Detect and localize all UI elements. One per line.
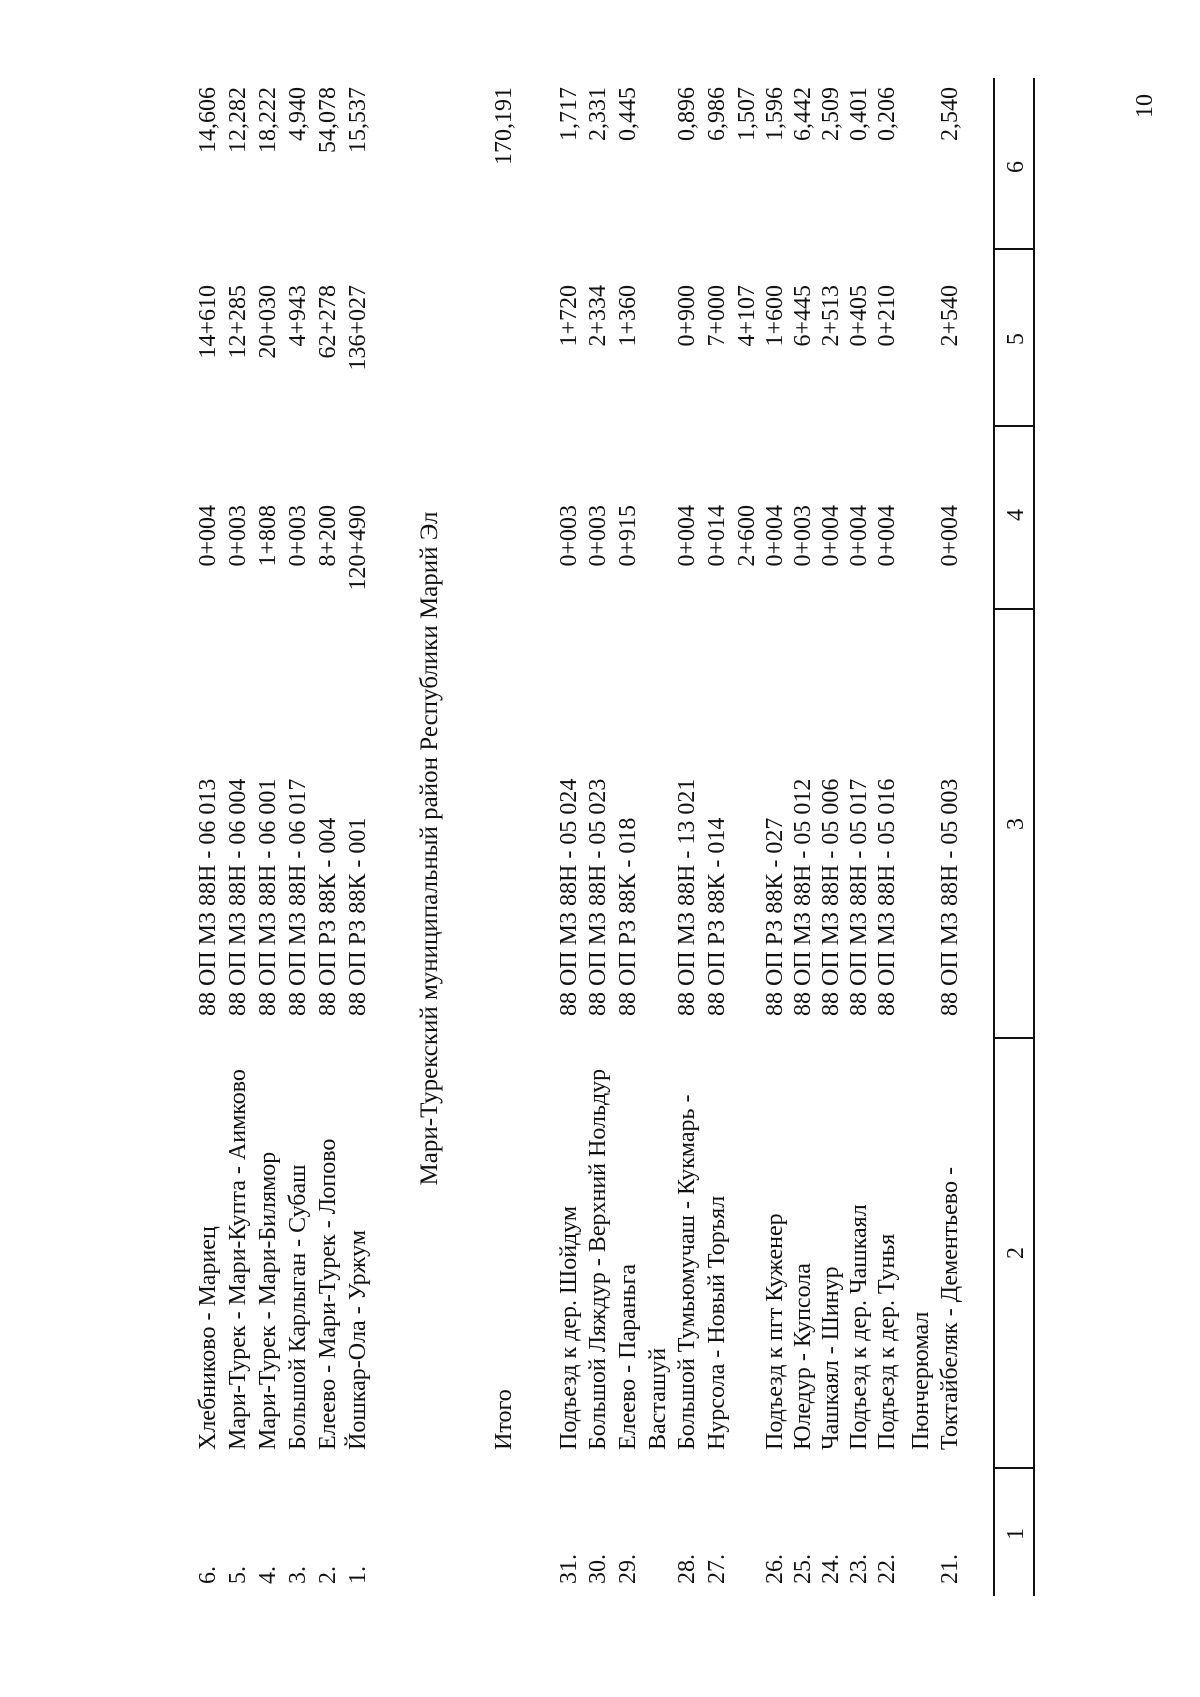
- table-row: [193, 0, 223, 1697]
- road-name: Большой Ляждур - Верхний Нольдур: [585, 1068, 611, 1450]
- row-number: 30.: [585, 1554, 611, 1584]
- road-code: 88 ОП РЗ 88К - 014: [704, 817, 730, 1016]
- start-km: 0+004: [195, 505, 221, 567]
- district-heading: Мари-Турекский муниципальный район Республики Марий Эл: [416, 511, 443, 1186]
- end-km: 2+513: [818, 285, 844, 347]
- end-km: 1+600: [762, 285, 788, 347]
- page-number: 10: [1132, 94, 1158, 118]
- length-km: 15,537: [345, 87, 371, 153]
- start-km: 0+003: [285, 505, 311, 567]
- end-km: 0+405: [846, 285, 872, 347]
- column-number-3: 3: [1003, 818, 1029, 830]
- column-number-1: 1: [1003, 1528, 1029, 1540]
- total-row: [489, 0, 519, 1697]
- road-name: Нурсола - Новый Торъял: [704, 1195, 730, 1450]
- start-km: 0+003: [556, 505, 582, 567]
- road-name: Большой Карлыган - Субаш: [285, 1164, 311, 1450]
- end-km: 2+540: [937, 285, 963, 347]
- table-row: [935, 0, 965, 1697]
- start-km: 0+004: [846, 505, 872, 567]
- table-row: [672, 0, 702, 1697]
- length-km: 1,507: [734, 87, 760, 141]
- end-km: 1+360: [615, 285, 641, 347]
- row-number: 1.: [345, 1566, 371, 1584]
- row-number: 5.: [225, 1566, 251, 1584]
- table-row: [702, 0, 732, 1697]
- table-row: [872, 0, 902, 1697]
- end-km: 2+334: [585, 285, 611, 347]
- road-code: 88 ОП РЗ 88К - 004: [315, 817, 341, 1016]
- end-km: 7+000: [704, 285, 730, 347]
- row-number: 26.: [762, 1554, 788, 1584]
- column-number-6: 6: [1003, 161, 1029, 173]
- road-code: 88 ОП МЗ 88Н - 13 021: [674, 778, 700, 1016]
- length-km: 6,442: [790, 87, 816, 141]
- road-name: Йошкар-Ола - Уржум: [345, 1229, 371, 1450]
- length-km: 14,606: [195, 87, 221, 153]
- row-number: 6.: [195, 1566, 221, 1584]
- length-km: 12,282: [225, 87, 251, 153]
- column-number-5: 5: [1003, 333, 1029, 345]
- row-number: 2.: [315, 1566, 341, 1584]
- road-name: Подъезд к дер. Тунья: [874, 1233, 900, 1450]
- road-code: 88 ОП МЗ 88Н - 05 024: [556, 778, 582, 1016]
- start-km: 0+004: [674, 505, 700, 567]
- table-row: [554, 0, 584, 1697]
- road-code: 88 ОП МЗ 88Н - 05 006: [818, 778, 844, 1016]
- length-km: 4,940: [285, 87, 311, 141]
- row-number: 21.: [937, 1554, 963, 1584]
- length-km: 1,717: [556, 87, 582, 141]
- end-km: 12+285: [225, 285, 251, 359]
- start-km: 0+003: [585, 505, 611, 567]
- start-km: 8+200: [315, 505, 341, 567]
- start-km: 0+003: [225, 505, 251, 567]
- length-km: 0,401: [846, 87, 872, 141]
- end-km: 136+027: [345, 285, 371, 371]
- table-row: [788, 0, 818, 1697]
- table-row: [283, 0, 313, 1697]
- row-number: 22.: [874, 1554, 900, 1584]
- table-row: [613, 0, 643, 1697]
- length-km: 2,331: [585, 87, 611, 141]
- table-header-rule: [993, 78, 995, 1596]
- table-row: [844, 0, 874, 1697]
- road-name: Подъезд к дер. Шойдум: [556, 1205, 582, 1450]
- end-km: 14+610: [195, 285, 221, 359]
- road-name: Мари-Турек - Мари-Купта - Аимково: [225, 1069, 251, 1450]
- road-code: 88 ОП РЗ 88К - 018: [615, 817, 641, 1016]
- column-number-2: 2: [1003, 1247, 1029, 1259]
- road-name-continuation: Пюнчерюмал: [908, 1311, 934, 1450]
- road-code: 88 ОП МЗ 88Н - 05 017: [846, 778, 872, 1016]
- row-number: 3.: [285, 1566, 311, 1584]
- end-km: 20+030: [255, 285, 281, 359]
- road-name-continuation: Васташуй: [645, 1347, 671, 1450]
- table-row: [253, 0, 283, 1697]
- road-name: Чашкаял - Шинур: [818, 1266, 844, 1450]
- header-divider-2-3: [993, 1037, 1035, 1039]
- road-name: Подъезд к пгт Куженер: [762, 1213, 788, 1450]
- end-km: 4+107: [734, 285, 760, 347]
- road-name: Хлебниково - Мариец: [195, 1226, 221, 1450]
- table-row: [760, 0, 790, 1697]
- row-number: 4.: [255, 1566, 281, 1584]
- road-name: Токтайбеляк - Дементьево -: [937, 1167, 963, 1450]
- road-code: 88 ОП МЗ 88Н - 05 023: [585, 778, 611, 1016]
- start-km: 120+490: [345, 505, 371, 591]
- length-km: 2,509: [818, 87, 844, 141]
- total-label: Итого: [491, 1389, 517, 1450]
- end-km: 62+278: [315, 285, 341, 359]
- road-code: 88 ОП РЗ 88К - 027: [762, 817, 788, 1016]
- road-name: Мари-Турек - Мари-Билямор: [255, 1151, 281, 1450]
- start-km: 0+004: [937, 505, 963, 567]
- length-km: 0,896: [674, 87, 700, 141]
- start-km: 0+004: [762, 505, 788, 567]
- road-name: Юледур - Купсола: [790, 1263, 816, 1450]
- road-code: 88 ОП МЗ 88Н - 06 004: [225, 778, 251, 1016]
- total-value: 170,191: [491, 87, 517, 165]
- header-divider-4-5: [993, 425, 1035, 427]
- road-code: 88 ОП МЗ 88Н - 05 003: [937, 778, 963, 1016]
- road-name: Елеево - Мари-Турек - Лопово: [315, 1138, 341, 1450]
- end-km: 6+445: [790, 285, 816, 347]
- column-number-4: 4: [1003, 509, 1029, 521]
- row-number: 23.: [846, 1554, 872, 1584]
- row-number: 24.: [818, 1554, 844, 1584]
- road-code: 88 ОП МЗ 88Н - 05 016: [874, 778, 900, 1016]
- table-row: [583, 0, 613, 1697]
- road-code: 88 ОП МЗ 88Н - 05 012: [790, 778, 816, 1016]
- start-km: 0+004: [818, 505, 844, 567]
- length-km: 54,078: [315, 87, 341, 153]
- length-km: 0,445: [615, 87, 641, 141]
- header-divider-5-6: [993, 248, 1035, 250]
- start-km: 0+915: [615, 505, 641, 567]
- length-km: 1,596: [762, 87, 788, 141]
- table-top-rule: [1033, 78, 1035, 1596]
- header-divider-1-2: [993, 1467, 1035, 1469]
- start-km: 0+003: [790, 505, 816, 567]
- table-row: [732, 0, 762, 1697]
- row-number: 25.: [790, 1554, 816, 1584]
- end-km: 4+943: [285, 285, 311, 347]
- end-km: 0+900: [674, 285, 700, 347]
- row-number: 31.: [556, 1554, 582, 1584]
- row-number: 28.: [674, 1554, 700, 1584]
- table-row: [343, 0, 373, 1697]
- header-divider-3-4: [993, 608, 1035, 610]
- road-name: Елеево - Параньга: [615, 1263, 641, 1450]
- length-km: 6,986: [704, 87, 730, 141]
- road-code: 88 ОП РЗ 88К - 001: [345, 817, 371, 1016]
- table-row: [223, 0, 253, 1697]
- row-number: 27.: [704, 1554, 730, 1584]
- road-name: Большой Тумьюмучаш - Кукмарь -: [674, 1094, 700, 1450]
- road-name: Подъезд к дер. Чашкаял: [846, 1204, 872, 1450]
- table-row: [313, 0, 343, 1697]
- row-number: 29.: [615, 1554, 641, 1584]
- start-km: 2+600: [734, 505, 760, 567]
- start-km: 1+808: [255, 505, 281, 567]
- length-km: 18,222: [255, 87, 281, 153]
- start-km: 0+014: [704, 505, 730, 567]
- length-km: 2,540: [937, 87, 963, 141]
- end-km: 1+720: [556, 285, 582, 347]
- end-km: 0+210: [874, 285, 900, 347]
- table-row: [816, 0, 846, 1697]
- road-code: 88 ОП МЗ 88Н - 06 001: [255, 778, 281, 1016]
- road-code: 88 ОП МЗ 88Н - 06 013: [195, 778, 221, 1016]
- length-km: 0,206: [874, 87, 900, 141]
- road-code: 88 ОП МЗ 88Н - 06 017: [285, 778, 311, 1016]
- start-km: 0+004: [874, 505, 900, 567]
